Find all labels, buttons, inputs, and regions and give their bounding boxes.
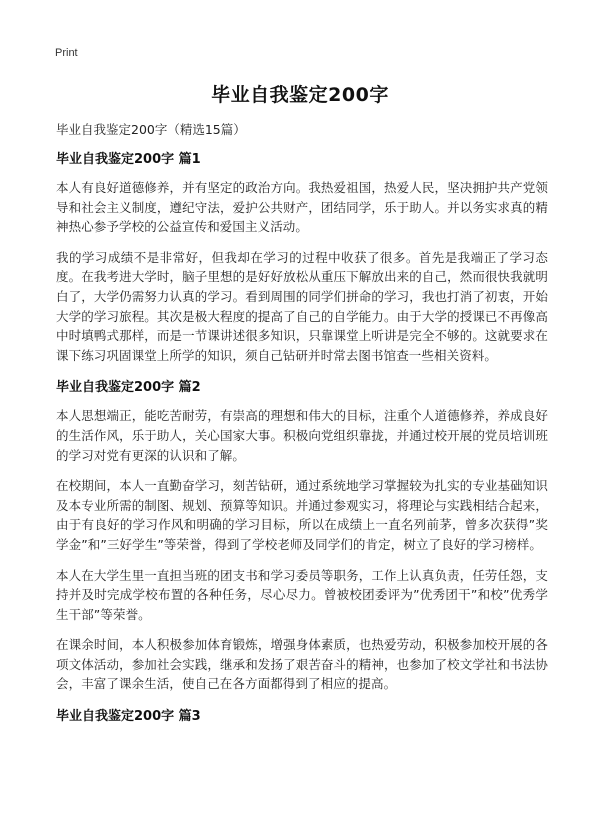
print-label: Print <box>55 47 78 59</box>
paragraph: 在课余时间，本人积极参加体育锻炼，增强身体素质，也热爱劳动，积极参加校开展的各项文体活动，参加社会实践，继承和发扬了艰苦奋斗的精神，也参加了校文学社和书法协会，丰富了课余生活，使自己在各方面都得到了相应的提高。 <box>56 637 548 692</box>
section-heading: 毕业自我鉴定200字 篇1 <box>56 152 201 167</box>
section-1 <box>56 148 548 365</box>
paragraph: 在校期间，本人一直勤奋学习，刻苦钻研，通过系统地学习掌握较为扎实的专业基础知识及本专业所需的制图、规划、预算等知识。并通过参观实习，将理论与实践相结合起来，由于有良好的学习作风和明确的学习目标，所以在成绩上一直名列前茅，曾多次获得”奖学金”和”三好学生”等荣誉，得到了学校老师及同学们的肯定，树立了良好的学习榜样。 <box>56 478 548 552</box>
section-3 <box>56 705 548 724</box>
paragraph: 我的学习成绩不是非常好，但我却在学习的过程中收获了很多。首先是我端正了学习态度。在我考进大学时，脑子里想的是好好放松从重压下解放出来的自己，然而很快我就明白了，大学仍需努力认真的学习。看到周围的同学们拼命的学习，我也打消了初衷，开始大学的学习旅程。其次是极大程度的提高了自己的自学能力。由于大学的授课已不再像高中时填鸭式那样，而是一节课讲述很多知识，只靠课堂上听讲是完全不够的。这就要求在课下练习巩固课堂上所学的知识，须自己钻研并时常去图书馆查一些相关资料。 <box>56 249 548 363</box>
paragraph: 本人思想端正，能吃苦耐劳，有崇高的理想和伟大的目标，注重个人道德修养，养成良好的生活作风，乐于助人，关心国家大事。积极向党组织靠拢，并通过校开展的党员培训班的学习对党有更深的认识和了解。 <box>56 408 548 463</box>
section-heading: 毕业自我鉴定200字 篇2 <box>56 380 201 396</box>
paragraph: 本人在大学生里一直担当班的团支书和学习委员等职务，工作上认真负责，任劳任怨，支持并及时完成学校布置的各种任务，尽心尽力。曾被校团委评为”优秀团干”和校”优秀学生干部”等荣誉。 <box>56 567 548 622</box>
document-subtitle: 毕业自我鉴定200字（精选15篇） <box>56 122 246 137</box>
paragraph: 本人有良好道德修养，并有坚定的政治方向。我热爱祖国，热爱人民，坚决拥护共产党领导和社会主义制度，遵纪守法，爱护公共财产，团结同学，乐于助人。并以务实求真的精神热心参予学校的公益宣传和爱国主义活动。 <box>56 180 548 235</box>
document-body <box>56 148 548 735</box>
page-title: 毕业自我鉴定200字 <box>211 84 389 106</box>
section-2 <box>56 376 548 694</box>
section-heading: 毕业自我鉴定200字 篇3 <box>56 709 201 725</box>
